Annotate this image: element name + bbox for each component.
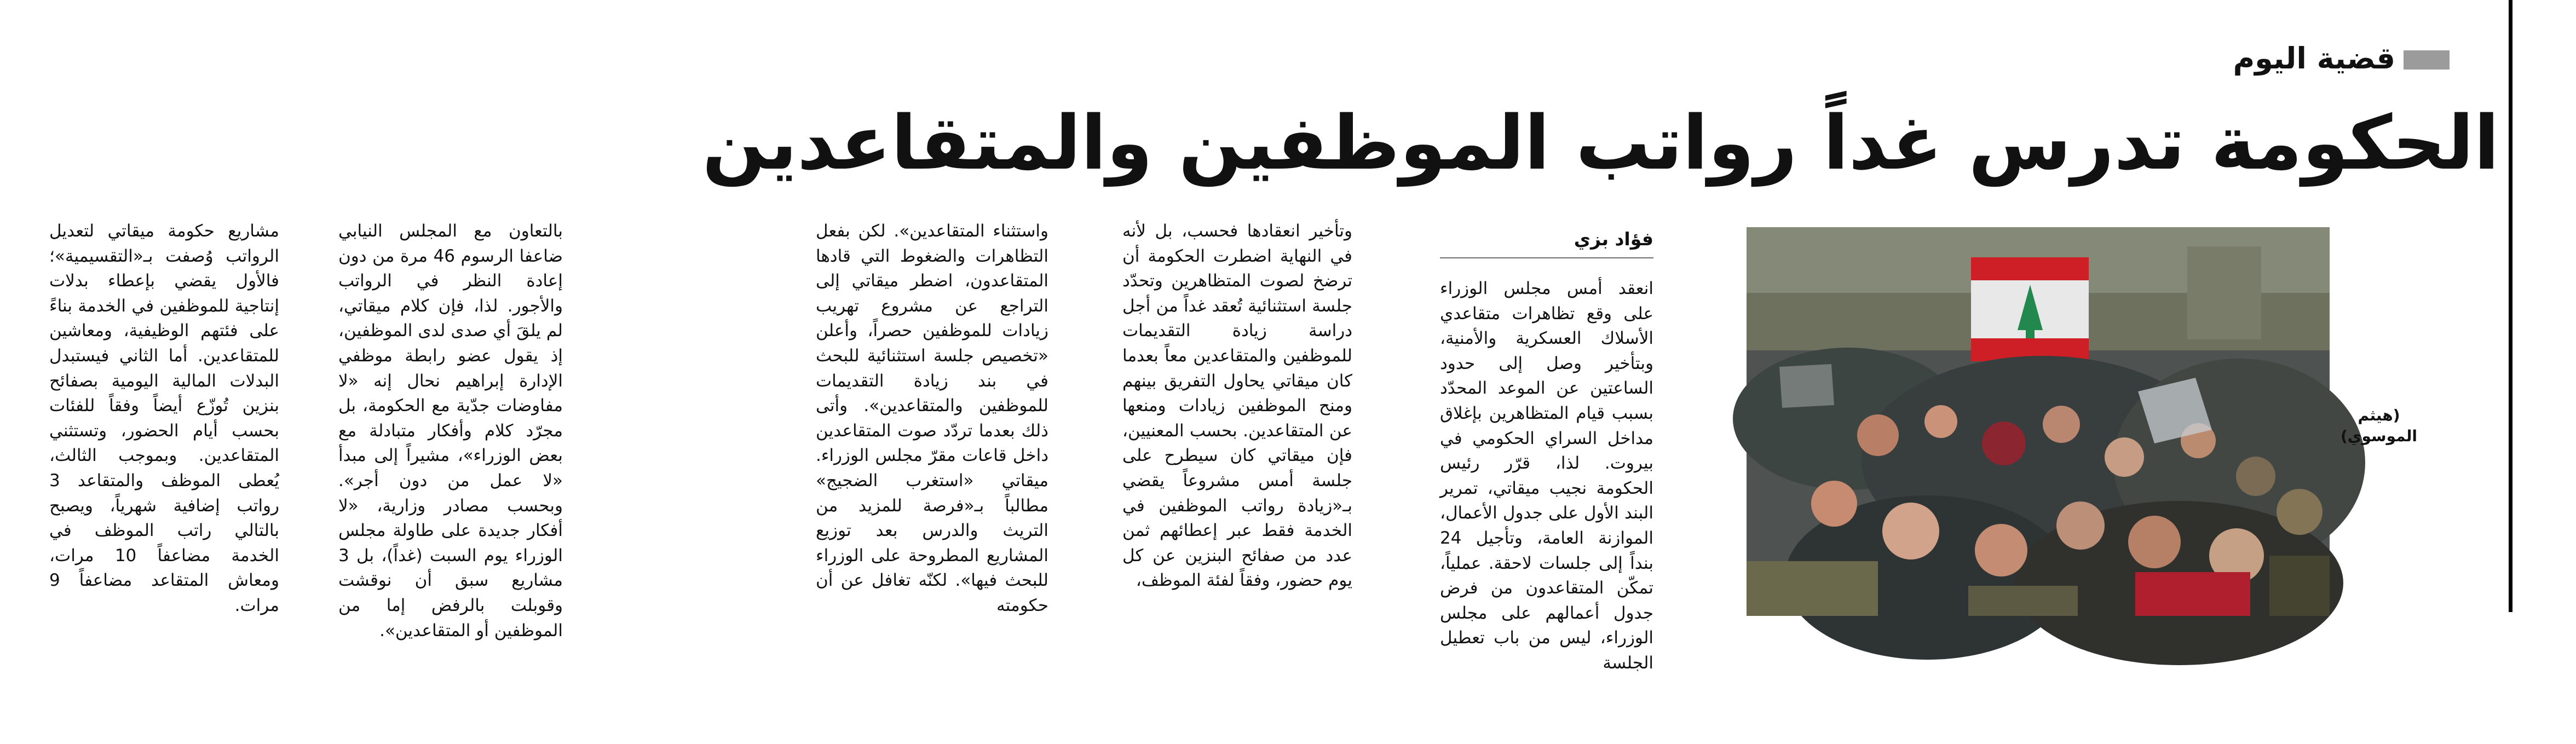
section-label: قضية اليوم	[2233, 41, 2395, 76]
article-column-3	[816, 219, 1048, 624]
article-text: مشاريع حكومة ميقاتي لتعديل الرواتب وُصفت بـ«التقسيمية»؛ فالأول يقضي بإعطاء بدلات إنتاجية للموظفين في الخدمة بناءً على فئتهم الوظيفية، ومعاشين للمتقاعدين. أما الثاني فيستبدل البدلات المالية اليومية بصفائح بنزين تُوزّع أيضاً وفقاً للفئات بحسب أيام الحضور، وتستثني المتقاعدين. وبموجب الثالث، يُعطى الموظف والمتقاعد 3 رواتب إضافية شهرياً، ويصبح بالتالي راتب الموظف في الخدمة مضاعفاً 10 مرات، ومعاش المتقاعد مضاعفاً 9 مرات.	[49, 221, 279, 615]
section-marker-bar	[2404, 50, 2450, 70]
headline: الحكومة تدرس غداً رواتب الموظفين والمتقاعدين	[702, 100, 2499, 187]
article-text: واستثناء المتقاعدين». لكن بفعل التظاهرات والضغوط التي قادها المتقاعدون، اضطر ميقاتي إلى التراجع عن مشروع تهريب زيادات للموظفين حصراً، وأعلن «تخصيص جلسة استثنائية للبحث في بند زيادة التقديمات للموظفين والمتقاعدين». وأتى ذلك بعدما تردّد صوت المتقاعدين داخل قاعات مقرّ مجلس الوزراء. ميقاتي «استغرب الضجيج» مطالباً بـ«فرصة للمزيد من التريث والدرس بعد توزيع المشاريع المطروحة على الوزراء للبحث فيها». لكنّه تغافل عن أن حكومته	[816, 221, 1048, 615]
article-column-4	[338, 219, 563, 641]
news-photo	[1747, 227, 2330, 616]
byline: فؤاد بزي	[1440, 224, 1653, 258]
page-right-rule	[2509, 0, 2512, 612]
article-column-1	[1440, 276, 1653, 673]
article-text: انعقد أمس مجلس الوزراء على وقع تظاهرات متقاعدي الأسلاك العسكرية والأمنية، وبتأخير وصل إلى حدود الساعتين عن الموعد المحدّد بسبب قيام المتظاهرين بإغلاق مداخل السراي الحكومي في بيروت. لذا، قرّر رئيس الحكومة نجيب ميقاتي، تمرير البند الأول على جدول الأعمال، الموازنة العامة، وتأجيل 24 بنداً إلى جلسات لاحقة. عملياً، تمكّن المتقاعدون من فرض جدول أعمالهم على مجلس الوزراء، ليس من باب تعطيل الجلسة	[1440, 279, 1653, 673]
article-text: بالتعاون مع المجلس النيابي ضاعفا الرسوم 46 مرة من دون إعادة النظر في الرواتب والأجور. لذا، فإن كلام ميقاتي، لم يلقَ أي صدى لدى الموظفين، إذ يقول عضو رابطة موظفي الإدارة إبراهيم نحال إنه «لا مفاوضات جدّية مع الحكومة، بل مجرّد كلام وأفكار متبادلة مع بعض الوزراء»، مشيراً إلى مبدأ «لا عمل من دون أجر». وبحسب مصادر وزارية، «لا أفكار جديدة على طاولة مجلس الوزراء يوم السبت (غداً)، بل 3 مشاريع سبق أن نوقشت وقوبلت بالرفض إما من الموظفين أو المتقاعدين».	[338, 221, 563, 641]
protest-crowd-photo	[1747, 227, 2330, 616]
photo-caption: (هيثم الموسوي)	[2341, 406, 2417, 445]
article-text: وتأخير انعقادها فحسب، بل لأنه في النهاية اضطرت الحكومة أن ترضخ لصوت المتظاهرين وتحدّد جلسة استثنائية تُعقد غداً من أجل دراسة زيادة التقديمات للموظفين والمتقاعدين معاً بعدما كان ميقاتي يحاول التفريق بينهم ومنح الموظفين زيادات ومنعها عن المتقاعدين. بحسب المعنيين، فإن ميقاتي كان سيطرح على جلسة أمس مشروعاً يقضي بـ«زيادة رواتب الموظفين في الخدمة فقط عبر إعطائهم ثمن عدد من صفائح البنزين عن كل يوم حضور، وفقاً لفئة الموظف،	[1122, 221, 1352, 591]
article-column-2	[1122, 219, 1352, 624]
article-column-5	[49, 219, 279, 624]
